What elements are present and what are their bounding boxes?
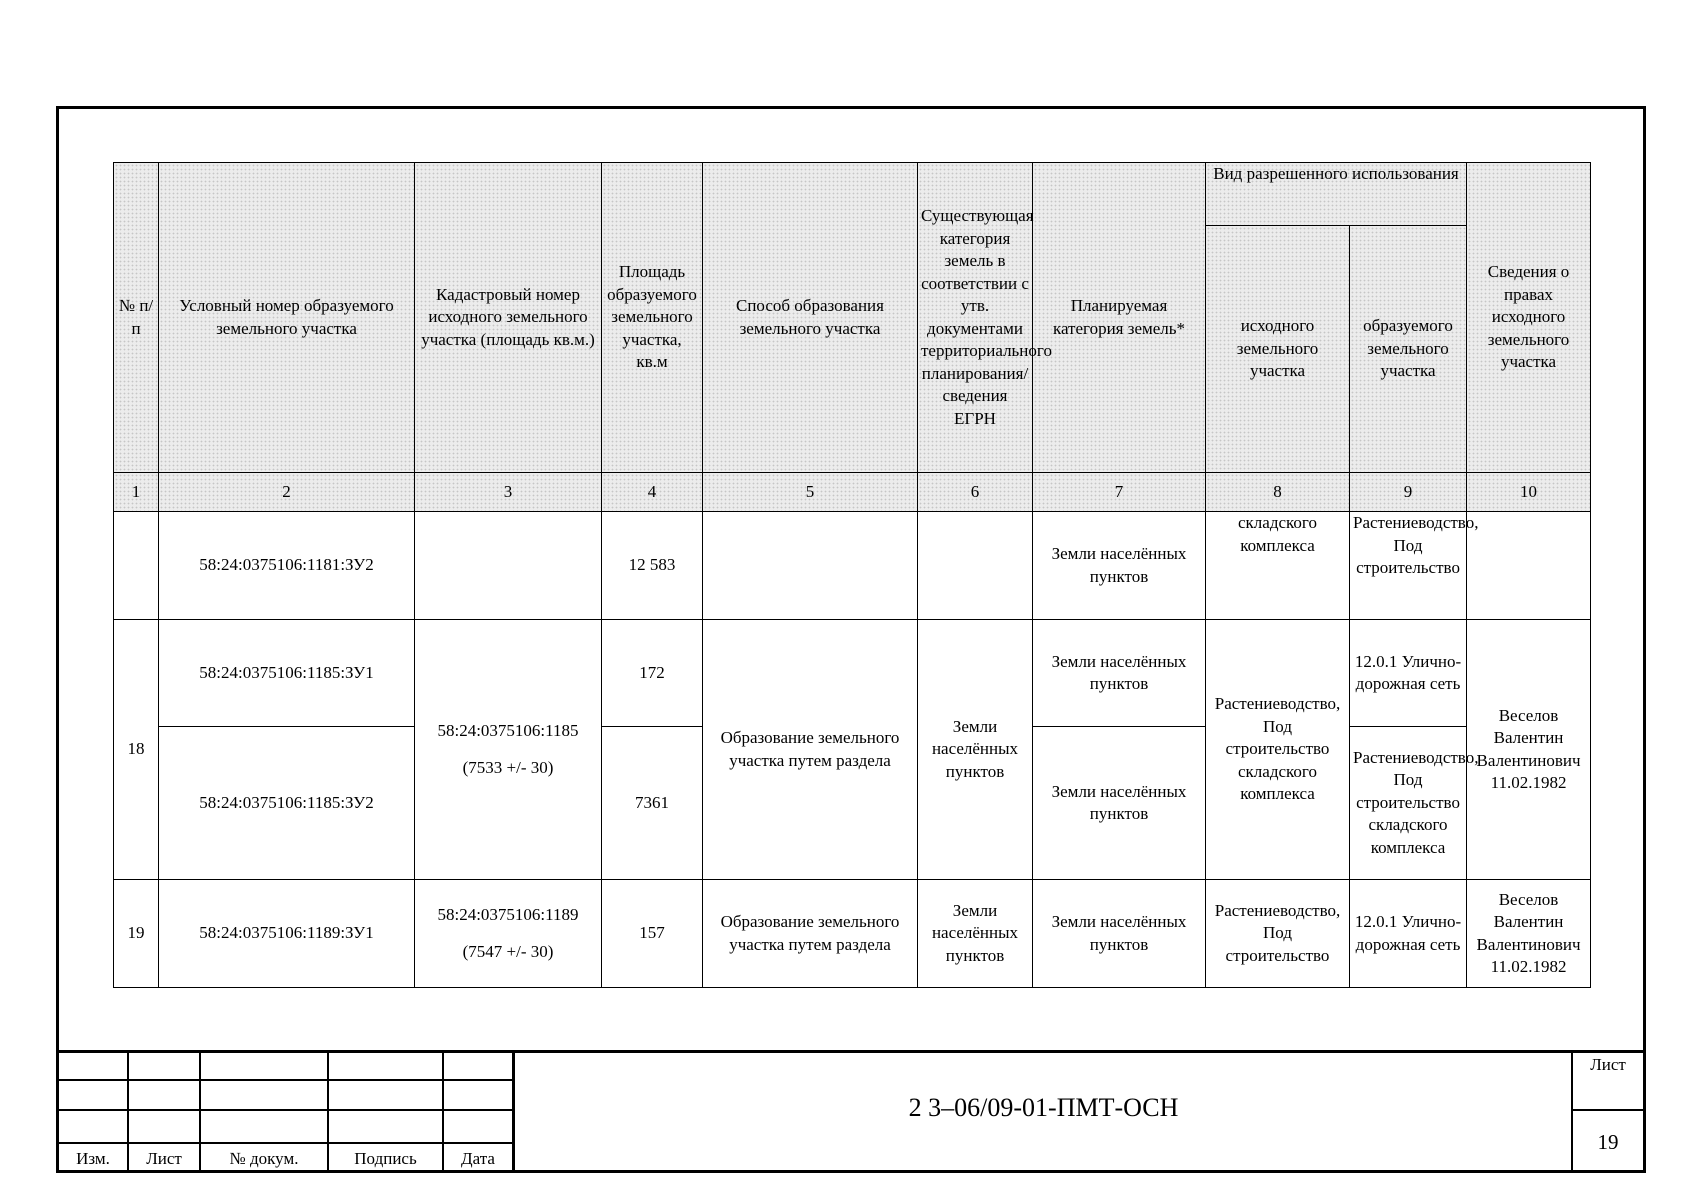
header-formation-method: Способ образования земельного участка: [703, 163, 918, 473]
cell-planned-category: Земли населённых пунктов: [1033, 727, 1206, 880]
table-row: [114, 880, 1591, 988]
cell-formation-method: [703, 512, 918, 620]
stamp-label-list: Лист: [146, 1149, 182, 1168]
table-row: [114, 620, 1591, 727]
column-number: 1: [114, 473, 159, 512]
cell-area: 172: [602, 620, 703, 727]
stamp-divider: [442, 1050, 444, 1173]
cell-use-source: складского комплекса: [1206, 512, 1350, 620]
cell-formation-method: Образование земельного участка путем раздела: [703, 620, 918, 880]
stamp-divider: [56, 1142, 513, 1144]
cell-existing-category: Земли населённых пунктов: [918, 880, 1033, 988]
cell-conditional-number: 58:24:0375106:1189:ЗУ1: [159, 880, 415, 988]
header-rights-info: Сведения о правах исходного земельного участка: [1467, 163, 1591, 473]
cell-area: 12 583: [602, 512, 703, 620]
stamp-divider: [1571, 1109, 1646, 1111]
header-area: Площадь образуемого земельного участка, кв.м: [602, 163, 703, 473]
cell-conditional-number: 58:24:0375106:1181:ЗУ2: [159, 512, 415, 620]
cell-cadastral-number: [415, 620, 602, 880]
header-permitted-use: Вид разрешенного использования: [1206, 163, 1467, 226]
stamp-label-data: Дата: [461, 1149, 495, 1168]
header-cadastral-number: Кадастровый номер исходного земельного участка (площадь кв.м.): [415, 163, 602, 473]
cadastral-area: (7547 +/- 30): [462, 941, 554, 961]
stamp-label-ndoc: № докум.: [229, 1149, 299, 1168]
header-planned-category: Планируемая категория земель*: [1033, 163, 1206, 473]
cell-rights: [1467, 512, 1591, 620]
header-use-source: исходного земельного участка: [1206, 226, 1350, 473]
stamp-divider: [56, 1079, 513, 1081]
cell-area: 157: [602, 880, 703, 988]
column-number: 6: [918, 473, 1033, 512]
land-plots-table: [113, 162, 1591, 988]
cell-cadastral-number: [415, 880, 602, 988]
column-number: 9: [1350, 473, 1467, 512]
cell-use-formed: 12.0.1 Улично-дорожная сеть: [1350, 880, 1467, 988]
header-use-formed: образуемого земельного участка: [1350, 226, 1467, 473]
cell-use-formed: Растениеводство, Под строительство складского комплекса: [1350, 727, 1467, 880]
column-number: 2: [159, 473, 415, 512]
table-row: [114, 512, 1591, 620]
cell-conditional-number: 58:24:0375106:1185:ЗУ1: [159, 620, 415, 727]
cell-num: 19: [114, 880, 159, 988]
cell-formation-method: Образование земельного участка путем раздела: [703, 880, 918, 988]
stamp-top-border: [56, 1050, 1646, 1053]
column-number: 5: [703, 473, 918, 512]
cell-planned-category: Земли населённых пунктов: [1033, 880, 1206, 988]
cell-cadastral-number: [415, 512, 602, 620]
cell-existing-category: Земли населённых пунктов: [918, 620, 1033, 880]
stamp-divider: [127, 1050, 129, 1173]
cell-planned-category: Земли населённых пунктов: [1033, 512, 1206, 620]
cell-num: [114, 512, 159, 620]
cell-conditional-number: 58:24:0375106:1185:ЗУ2: [159, 727, 415, 880]
cell-use-formed: 12.0.1 Улично-дорожная сеть: [1350, 620, 1467, 727]
stamp-divider: [327, 1050, 329, 1173]
cell-use-source: Растениеводство, Под строительство: [1206, 880, 1350, 988]
stamp-label-podpis: Подпись: [354, 1149, 417, 1168]
cell-num: 18: [114, 620, 159, 880]
document-code: 2 3–06/09-01-ПМТ-ОСН: [908, 1093, 1179, 1122]
header-num: № п/п: [114, 163, 159, 473]
cell-use-source: Растениеводство, Под строительство складского комплекса: [1206, 620, 1350, 880]
header-existing-category: Существующая категория земель в соответствии с утв. документами территориального планирования/сведения ЕГРН: [918, 163, 1033, 473]
stamp-label-izm: Изм.: [76, 1149, 110, 1168]
column-number: 10: [1467, 473, 1591, 512]
cadastral-area: (7533 +/- 30): [462, 757, 554, 777]
header-conditional-number: Условный номер образуемого земельного участка: [159, 163, 415, 473]
column-number: 8: [1206, 473, 1350, 512]
column-number: 7: [1033, 473, 1206, 512]
stamp-divider: [199, 1050, 201, 1173]
cell-use-formed: Растениеводство, Под строительство: [1350, 512, 1467, 620]
sheet-label: Лист: [1590, 1055, 1626, 1074]
column-number: 4: [602, 473, 703, 512]
cell-planned-category: Земли населённых пунктов: [1033, 620, 1206, 727]
cell-existing-category: [918, 512, 1033, 620]
cadastral-number: 58:24:0375106:1189: [437, 905, 579, 924]
stamp-divider: [56, 1109, 513, 1111]
column-number: 3: [415, 473, 602, 512]
sheet-number: 19: [1597, 1130, 1619, 1154]
cadastral-number: 58:24:0375106:1185: [437, 721, 579, 740]
cell-rights: Веселов Валентин Валентинович 11.02.1982: [1467, 620, 1591, 880]
cell-rights: Веселов Валентин Валентинович 11.02.1982: [1467, 880, 1591, 988]
cell-area: 7361: [602, 727, 703, 880]
